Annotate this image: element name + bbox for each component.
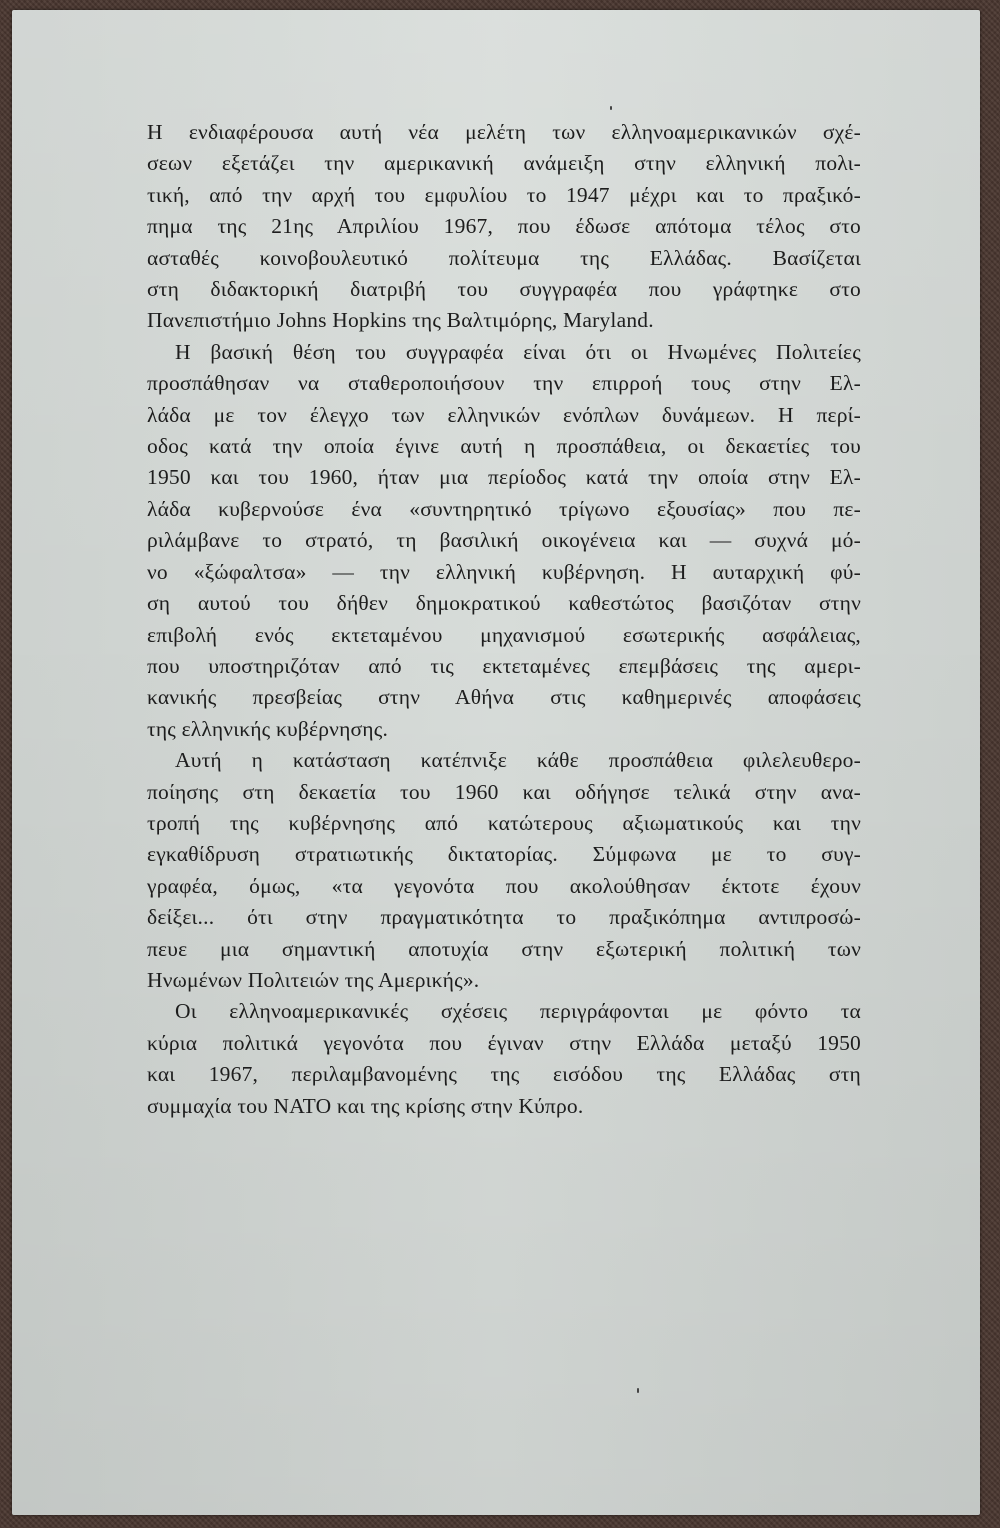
blurb-line: λάδα με τον έλεγχο των ελληνικών ενόπλων δυνάμεων. Η περί- <box>147 402 861 427</box>
blurb-line: Η βασική θέση του συγγραφέα είναι ότι οι Ηνωμένες Πολιτείες <box>175 339 861 364</box>
blurb-line: πευε μια σημαντική αποτυχία στην εξωτερική πολιτική των <box>147 936 861 961</box>
blurb-line: ασταθές κοινοβουλευτικό πολίτευμα της Ελλάδας. Βασίζεται <box>147 245 861 270</box>
blurb-line: γραφέα, όμως, «τα γεγονότα που ακολούθησαν έκτοτε έχουν <box>147 873 861 898</box>
blurb-line: επιβολή ενός εκτεταμένου μηχανισμού εσωτερικής ασφάλειας, <box>147 622 861 647</box>
blurb-line: και 1967, περιλαμβανομένης της εισόδου της Ελλάδας στη <box>147 1062 861 1087</box>
print-speck <box>637 1388 639 1393</box>
blurb-line: νο «ξώφαλτσα» — την ελληνική κυβέρνηση. Η αυταρχική φύ- <box>147 559 861 584</box>
blurb-line: ποίησης στη δεκαετία του 1960 και οδήγησε τελικά στην ανα- <box>147 779 861 804</box>
blurb-line: οδος κατά την οποία έγινε αυτή η προσπάθεια, οι δεκαετίες του <box>147 434 861 459</box>
blurb-line: Ηνωμένων Πολιτειών της Αμερικής». <box>147 967 480 992</box>
blurb-line: πημα της 21ης Απριλίου 1967, που έδωσε απότομα τέλος στο <box>147 214 861 239</box>
blurb-line: Αυτή η κατάσταση κατέπνιξε κάθε προσπάθεια φιλελευθερο- <box>175 748 861 773</box>
blurb-line: κανικής πρεσβείας στην Αθήνα στις καθημερινές αποφάσεις <box>147 685 861 710</box>
blurb-paragraph-4 <box>147 996 861 1122</box>
blurb-line: 1950 και του 1960, ήταν μια περίοδος κατά την οποία στην Ελ- <box>147 465 861 490</box>
back-cover-blurb <box>147 117 861 1122</box>
blurb-paragraph-3 <box>147 745 861 996</box>
blurb-line: τική, από την αρχή του εμφυλίου το 1947 μέχρι και το πραξικό- <box>147 182 861 207</box>
blurb-line: ση αυτού του δήθεν δημοκρατικού καθεστώτος βασιζόταν στην <box>147 591 861 616</box>
blurb-line: συμμαχία του ΝΑΤΟ και της κρίσης στην Κύπρο. <box>147 1093 584 1118</box>
blurb-line: ριλάμβανε το στρατό, τη βασιλική οικογένεια και — συχνά μό- <box>147 528 861 553</box>
print-speck <box>610 106 612 110</box>
blurb-line: της ελληνικής κυβέρνησης. <box>147 716 389 741</box>
blurb-line: Η ενδιαφέρουσα αυτή νέα μελέτη των ελληνοαμερικανικών σχέ- <box>147 120 861 144</box>
blurb-paragraph-2 <box>147 337 861 745</box>
blurb-line: Πανεπιστήμιο Johns Hopkins της Βαλτιμόρης, Maryland. <box>147 308 654 333</box>
blurb-line: δείξει... ότι στην πραγματικότητα το πραξικόπημα αντιπροσώ- <box>147 905 861 930</box>
blurb-line: σεων εξετάζει την αμερικανική ανάμειξη στην ελληνική πολι- <box>147 151 861 176</box>
blurb-line: που υποστηριζόταν από τις εκτεταμένες επεμβάσεις της αμερι- <box>147 653 861 678</box>
blurb-paragraph-1 <box>147 117 861 337</box>
blurb-line: εγκαθίδρυση στρατιωτικής δικτατορίας. Σύμφωνα με το συγ- <box>147 842 861 867</box>
blurb-line: στη διδακτορική διατριβή του συγγραφέα που γράφτηκε στο <box>147 277 861 302</box>
blurb-line: Οι ελληνοαμερικανικές σχέσεις περιγράφονται με φόντο τα <box>175 999 861 1024</box>
blurb-line: λάδα κυβερνούσε ένα «συντηρητικό τρίγωνο εξουσίας» που πε- <box>147 496 861 521</box>
blurb-line: κύρια πολιτικά γεγονότα που έγιναν στην Ελλάδα μεταξύ 1950 <box>147 1030 861 1055</box>
blurb-line: τροπή της κυβέρνησης από κατώτερους αξιωματικούς και την <box>147 810 861 835</box>
blurb-line: προσπάθησαν να σταθεροποιήσουν την επιρροή τους στην Ελ- <box>147 371 861 396</box>
